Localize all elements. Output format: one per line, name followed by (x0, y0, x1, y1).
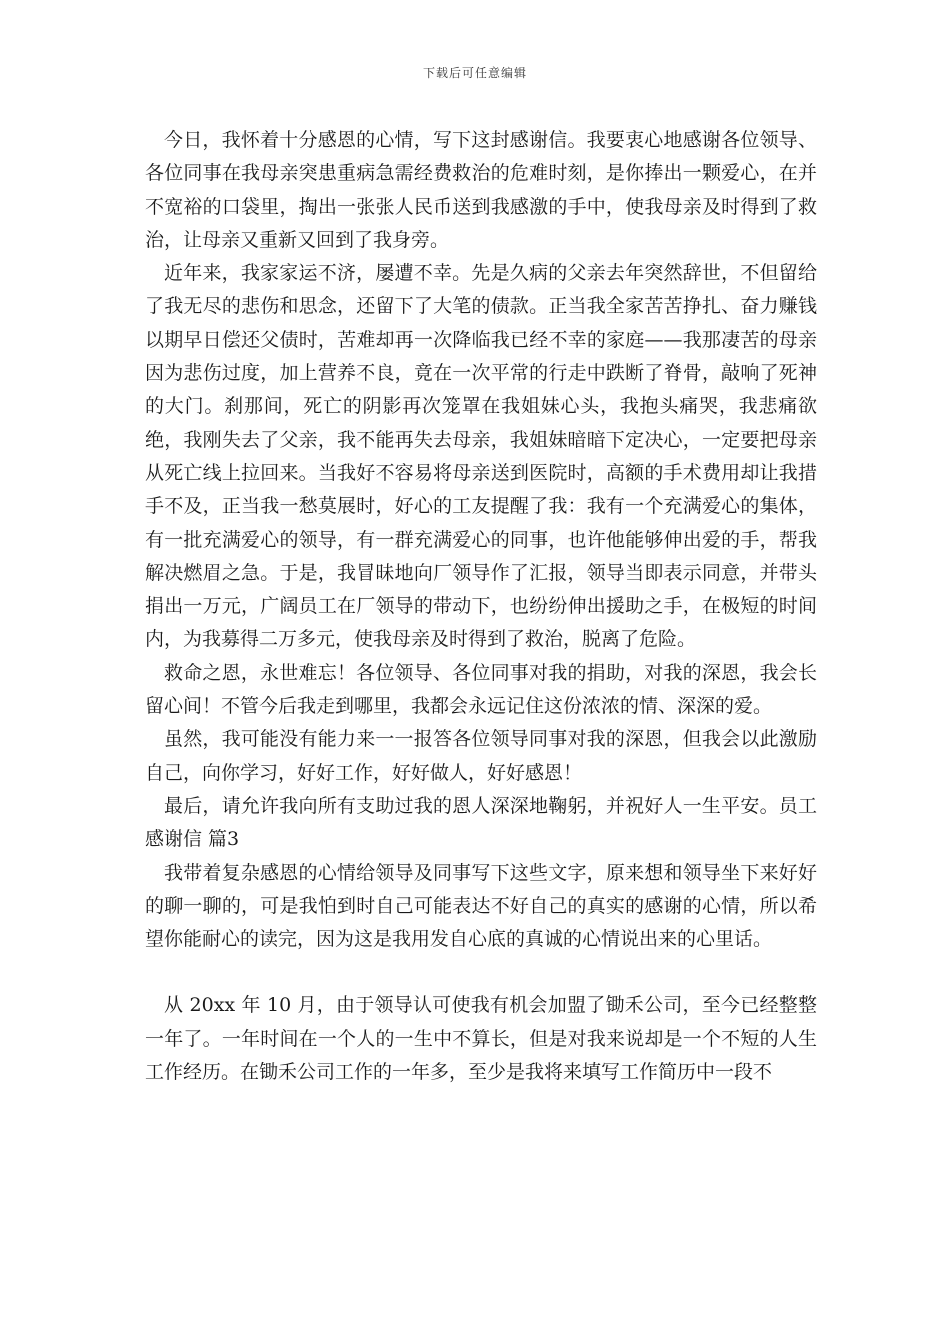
paragraph: 最后，请允许我向所有支助过我的恩人深深地鞠躬，并祝好人一生平安。员工感谢信 篇3 (145, 794, 817, 851)
document-body (145, 124, 817, 1089)
paragraph: 我带着复杂感恩的心情给领导及同事写下这些文字，原来想和领导坐下来好好的聊一聊的，可是我怕到时自己可能表达不好自己的真实的感谢的心情，所以希望你能耐心的读完，因为这是我用发自心底的真诚的心情说出来的心里话。 (145, 861, 817, 951)
paragraph: 从 20xx 年 10 月，由于领导认可使我有机会加盟了锄禾公司，至今已经整整一年了。一年时间在一个人的一生中不算长，但是对我来说却是一个不短的人生工作经历。在锄禾公司工作的一年多，至少是我将来填写工作简历中一段不 (145, 994, 817, 1084)
paragraph: 近年来，我家家运不济，屡遭不幸。先是久病的父亲去年突然辞世，不但留给了我无尽的悲伤和思念，还留下了大笔的债款。正当我全家苦苦挣扎、奋力赚钱以期早日偿还父债时，苦难却再一次降临我已经不幸的家庭——我那凄苦的母亲因为悲伤过度，加上营养不良，竟在一次平常的行走中跌断了脊骨，敲响了死神的大门。刹那间，死亡的阴影再次笼罩在我姐妹心头，我抱头痛哭，我悲痛欲绝，我刚失去了父亲，我不能再失去母亲，我姐妹暗暗下定决心，一定要把母亲从死亡线上拉回来。当我好不容易将母亲送到医院时，高额的手术费用却让我措手不及，正当我一愁莫展时，好心的工友提醒了我：我有一个充满爱心的集体，有一批充满爱心的领导，有一群充满爱心的同事，也许他能够伸出爱的手，帮我解决燃眉之急。于是，我冒昧地向厂领导作了汇报，领导当即表示同意，并带头捐出一万元，广阔员工在厂领导的带动下，也纷纷伸出援助之手，在极短的时间内，为我募得二万多元，使我母亲及时得到了救治，脱离了危险。 (145, 262, 817, 651)
paragraph: 今日，我怀着十分感恩的心情，写下这封感谢信。我要衷心地感谢各位领导、各位同事在我母亲突患重病急需经费救治的危难时刻，是你捧出一颗爱心，在并不宽裕的口袋里，掏出一张张人民币送到我感激的手中，使我母亲及时得到了救治，让母亲又重新又回到了我身旁。 (145, 129, 817, 251)
paragraph: 救命之恩，永世难忘！各位领导、各位同事对我的捐助，对我的深恩，我会长留心间！不管今后我走到哪里，我都会永远记住这份浓浓的情、深深的爱。 (145, 661, 817, 718)
paragraph: 虽然，我可能没有能力来一一报答各位领导同事对我的深恩，但我会以此激励自己，向你学习，好好工作，好好做人，好好感恩！ (145, 728, 817, 784)
header-note: 下载后可任意编辑 (422, 66, 527, 80)
